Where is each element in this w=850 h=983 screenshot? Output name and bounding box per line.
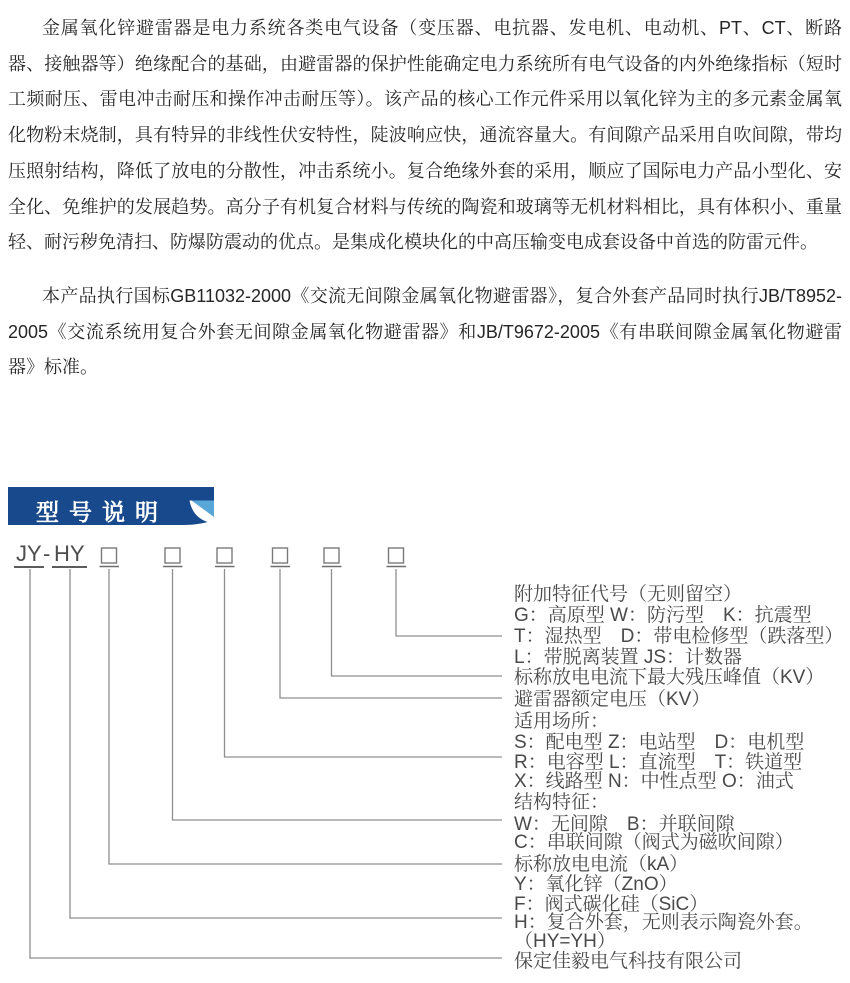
connector-line-box5 — [332, 569, 503, 676]
model-code-box — [102, 548, 117, 563]
diagram-row-feature-codes-1: G：高原型 W：防污型 K：抗震型 — [514, 605, 812, 626]
intro-paragraph-1: 金属氧化锌避雷器是电力系统各类电气设备（变压器、电抗器、发电机、电动机、PT、CT、断路器、接触器等）绝缘配合的基础，由避雷器的保护性能确定电力系统所有电气设备的内外绝缘指标（短时工频耐压、雷电冲击耐压和操作冲击耐压等）。该产品的核心工作元件采用以氧化锌为主的多元素金属氧化物粉末烧制，具有特异的非线性伏安特性，陡波响应快，通流容量大。有间隙产品采用自吹间隙，带均压照射结构，降低了放电的分散性，冲击系统小。复合绝缘外套的采用，顺应了国际电力产品小型化、安全化、免维护的发展趋势。高分子有机复合材料与传统的陶瓷和玻璃等无机材料相比，具有体积小、重量轻、耐污秽免清扫、防爆防震动的优点。是集成化模块化的中高压输变电成套设备中首选的防雷元件。 — [8, 18, 842, 253]
connector-line-box6 — [396, 569, 502, 636]
diagram-row-application-codes-2: R：电容型 L：直流型 T：铁道型 — [514, 752, 803, 773]
model-code-box — [217, 548, 232, 563]
model-code-box — [324, 548, 339, 563]
connector-line-hy — [70, 569, 502, 918]
connector-line-box4 — [280, 569, 502, 698]
connector-line-box3 — [225, 569, 503, 757]
diagram-row-hy-equals-yh: （HY=YH） — [514, 931, 616, 952]
diagram-row-structure-header: 结构特征： — [514, 792, 610, 813]
diagram-row-rated-voltage: 避雷器额定电压（KV） — [514, 689, 711, 710]
diagram-row-residual-voltage: 标称放电电流下最大残压峰值（KV） — [514, 667, 825, 688]
diagram-row-housing: H：复合外套，无则表示陶瓷外套。 — [514, 912, 813, 933]
diagram-row-additional-features: 附加特征代号（无则留空） — [514, 584, 743, 605]
diagram-row-application-codes-1: S：配电型 Z：电站型 D：电机型 — [514, 732, 805, 753]
connector-line-box2 — [173, 569, 503, 820]
diagram-row-discharge-current: 标称放电电流（kA） — [514, 854, 689, 875]
model-code-box — [389, 548, 404, 563]
intro-paragraph-2: 本产品执行国标GB11032-2000《交流无间隙金属氧化物避雷器》，复合外套产品同时执行JB/T8952-2005《交流系统用复合外套无间隙金属氧化物避雷器》和JB/T9672-2005《有串联间隙金属氧化物避雷器》标准。 — [8, 285, 842, 378]
diagram-row-application-codes-3: X：线路型 N：中性点型 O：油式 — [514, 771, 794, 792]
model-code-box — [273, 548, 288, 563]
diagram-row-feature-codes-2: T：湿热型 D：带电检修型（跌落型） — [514, 626, 844, 647]
company-name: 保定佳毅电气科技有限公司 — [514, 951, 743, 972]
model-code-prefix: JY — [16, 541, 42, 566]
diagram-row-structure-codes-2: C：串联间隙（阀式为磁吹间隙） — [514, 832, 794, 853]
model-code-box — [165, 548, 180, 563]
model-code-dash: - — [43, 541, 51, 566]
diagram-row-silicon-carbide: F：阀式碳化硅（SiC） — [514, 894, 709, 915]
diagram-row-structure-codes-1: W：无间隙 B：并联间隙 — [514, 814, 735, 835]
model-code-boxes — [102, 548, 404, 563]
model-code-main: HY — [54, 541, 85, 566]
diagram-row-zinc-oxide: Y：氧化锌（ZnO） — [514, 874, 678, 895]
section-title: 型号说明 — [36, 499, 168, 525]
diagram-row-feature-codes-3: L：带脱离装置 JS：计数器 — [514, 647, 743, 668]
connector-lines — [30, 569, 502, 958]
diagram-row-application-header: 适用场所： — [514, 711, 610, 732]
connector-line-jy — [30, 569, 502, 958]
